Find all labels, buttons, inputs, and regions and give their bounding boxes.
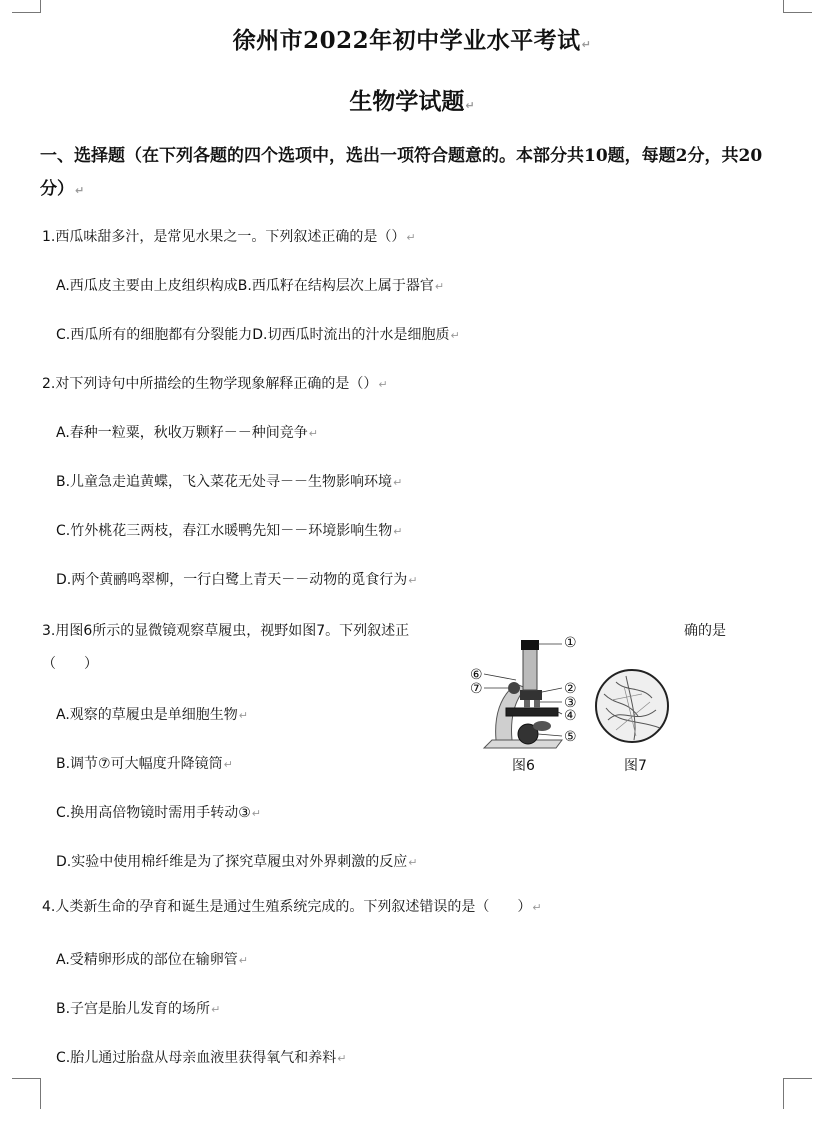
figure-label-5: ⑤ [564, 729, 577, 745]
figure-label-4: ④ [564, 708, 577, 724]
figure-7-caption: 图7 [624, 758, 647, 774]
question-3-stem-continued: 确的是 [684, 623, 726, 639]
page-corner-top-right [783, 0, 812, 13]
question-1-option-cd: C.西瓜所有的细胞都有分裂能力D.切西瓜时流出的汁水是细胞质↵ [56, 327, 460, 343]
question-2-option-c: C.竹外桃花三两枝，春江水暖鸭先知－－环境影响生物↵ [56, 523, 403, 539]
question-3-option-d: D.实验中使用棉纤维是为了探究草履虫对外界刺激的反应↵ [56, 854, 418, 870]
question-1-option-ab: A.西瓜皮主要由上皮组织构成B.西瓜籽在结构层次上属于器官↵ [56, 278, 445, 294]
question-3-option-b: B.调节⑦可大幅度升降镜筒↵ [56, 756, 233, 772]
figure-label-3: ③ [564, 695, 577, 711]
question-3-option-a: A.观察的草履虫是单细胞生物↵ [56, 707, 248, 723]
page-corner-top-left [12, 0, 41, 13]
figure-label-6: ⑥ [470, 667, 483, 683]
figure-label-1: ① [564, 635, 577, 651]
section-heading: 一、选择题（在下列各题的四个选项中，选出一项符合题意的。本部分共10题，每题2分，共20分）↵ [40, 146, 763, 199]
question-4-option-a: A.受精卵形成的部位在输卵管↵ [56, 952, 248, 968]
question-3-option-c: C.换用高倍物镜时需用手转动③↵ [56, 805, 261, 821]
question-4-stem: 4.人类新生命的孕育和诞生是通过生殖系统完成的。下列叙述错误的是（ ）↵ [42, 899, 542, 915]
question-2-stem: 2.对下列诗句中所描绘的生物学现象解释正确的是（）↵ [42, 376, 388, 392]
question-3-answer-blank: （ ） [42, 656, 98, 672]
question-2-option-d: D.两个黄鹂鸣翠柳，一行白鹭上青天－－动物的觅食行为↵ [56, 572, 418, 588]
document-title: 徐州市2022年初中学业水平考试↵ [232, 27, 592, 54]
page-corner-bottom-left [12, 1078, 41, 1109]
figure-6-caption: 图6 [512, 758, 535, 774]
figure-label-2: ② [564, 681, 577, 697]
question-2-option-a: A.春种一粒粟，秋收万颗籽－－种间竞争↵ [56, 425, 318, 441]
question-3-stem: 3.用图6所示的显微镜观察草履虫，视野如图7。下列叙述正 [42, 623, 410, 639]
question-4-option-b: B.子宫是胎儿发育的场所↵ [56, 1001, 221, 1017]
figure-microscope-and-view [466, 636, 686, 776]
question-2-option-b: B.儿童急走追黄蝶，飞入菜花无处寻－－生物影响环境↵ [56, 474, 403, 490]
question-1-stem: 1.西瓜味甜多汁，是常见水果之一。下列叙述正确的是（）↵ [42, 229, 416, 245]
figure-label-7: ⑦ [470, 681, 483, 697]
question-4-option-c: C.胎儿通过胎盘从母亲血液里获得氧气和养料↵ [56, 1050, 347, 1066]
page-corner-bottom-right [783, 1078, 812, 1109]
document-subtitle: 生物学试题↵ [349, 88, 475, 115]
